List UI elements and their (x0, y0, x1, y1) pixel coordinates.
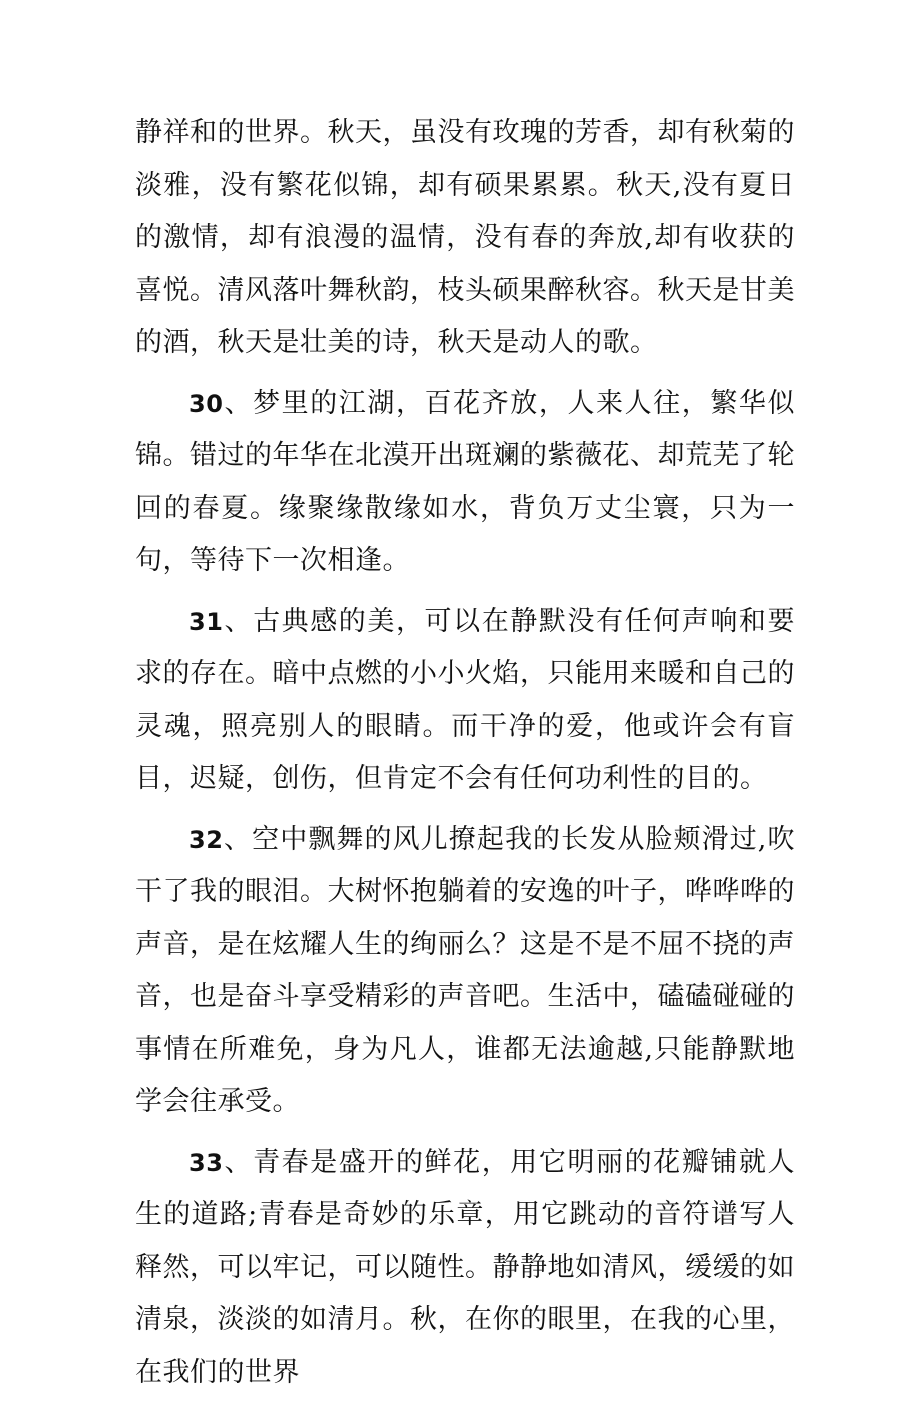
paragraph-31 (135, 596, 795, 806)
paragraph-33 (135, 1137, 795, 1400)
paragraph-number: 30 (189, 389, 224, 418)
paragraph-number: 32 (189, 825, 224, 854)
paragraph-text: 静祥和的世界。秋天，虽没有玫瑰的芳香，却有秋菊的淡雅，没有繁花似锦，却有硕果累累。秋天,没有夏日的激情，却有浪漫的温情，没有春的奔放,却有收获的喜悦。清风落叶舞秋韵，枝头硕果醉秋容。秋天是甘美的酒，秋天是壮美的诗，秋天是动人的歌。 (135, 117, 795, 358)
paragraph-text: 、空中飘舞的风儿撩起我的长发从脸颊滑过,吹干了我的眼泪。大树怀抱躺着的安逸的叶子，哗哗哗的声音，是在炫耀人生的绚丽么？这是不是不屈不挠的声音，也是奋斗享受精彩的声音吧。生活中，磕磕碰碰的事情在所难免，身为凡人，谁都无法逾越,只能静默地学会往承受。 (135, 823, 795, 1117)
paragraph-30 (135, 378, 795, 588)
paragraph-text: 、古典感的美，可以在静默没有任何声响和要求的存在。暗中点燃的小小火焰，只能用来暖和自己的灵魂，照亮别人的眼睛。而干净的爱，他或许会有盲目，迟疑，创伤，但肯定不会有任何功利性的目的。 (135, 605, 795, 794)
document-body (135, 107, 795, 1407)
paragraph-number: 31 (189, 607, 224, 636)
paragraph-number: 33 (189, 1148, 224, 1177)
paragraph-32 (135, 814, 795, 1129)
paragraph-continuation (135, 107, 795, 370)
paragraph-text: 、青春是盛开的鲜花，用它明丽的花瓣铺就人生的道路;青春是奇妙的乐章，用它跳动的音符谱写人释然，可以牢记，可以随性。静静地如清风，缓缓的如清泉，淡淡的如清月。秋，在你的眼里，在我的心里，在我们的世界 (135, 1146, 795, 1388)
paragraph-text: 、梦里的江湖，百花齐放，人来人往，繁华似锦。错过的年华在北漠开出斑斓的紫薇花、却荒芜了轮回的春夏。缘聚缘散缘如水，背负万丈尘寰，只为一句，等待下一次相逢。 (135, 387, 795, 576)
